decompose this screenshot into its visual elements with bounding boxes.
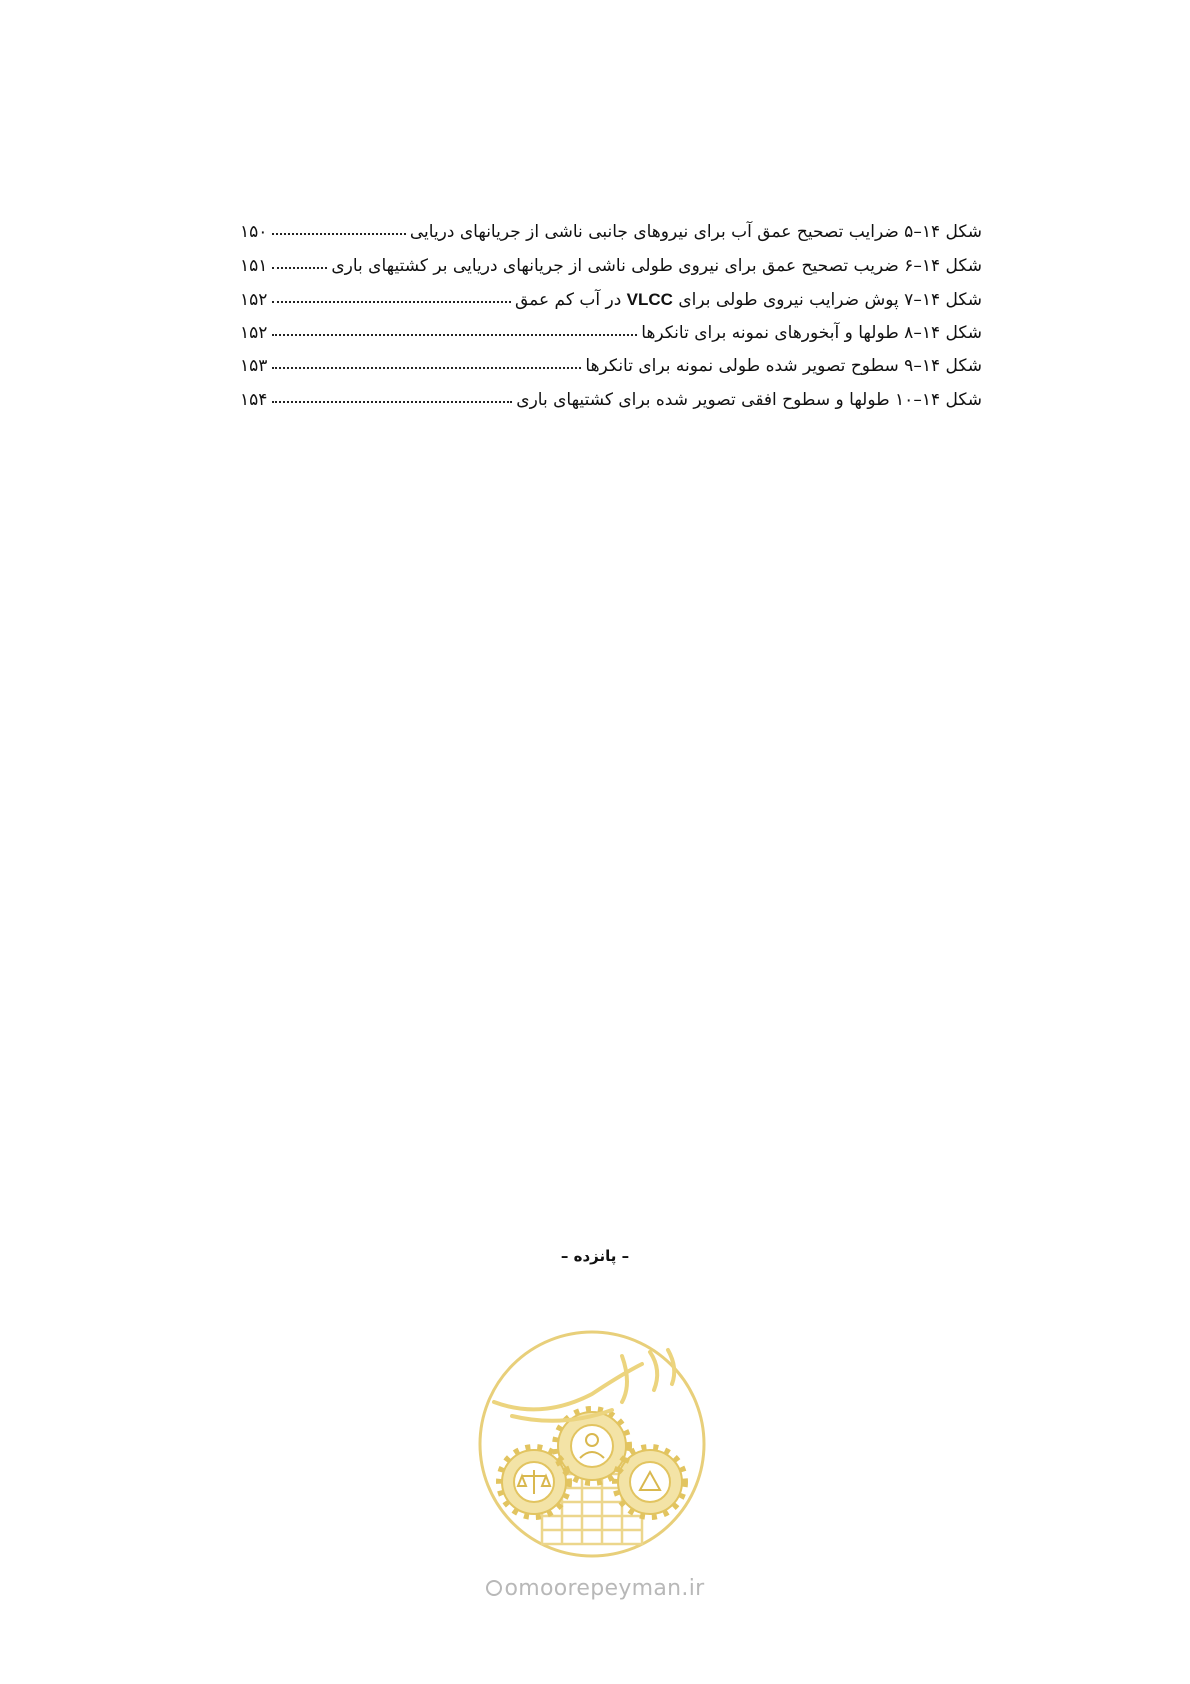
toc-entry-title: شکل ۱۴–۵ ضرایب تصحیح عمق آب برای نیروهای جانبی ناشی از جریانهای دریایی (409, 222, 982, 242)
toc-entry[interactable] (240, 250, 982, 284)
toc-entry-page: ۱۵۱ (240, 255, 268, 276)
toc-leader-dots (272, 261, 327, 269)
toc-entry[interactable] (240, 317, 982, 351)
toc-entry-title: شکل ۱۴–۸ طولها و آبخورهای نمونه برای تانکرها (641, 322, 982, 343)
toc-entry-title: شکل ۱۴–۶ ضریب تصحیح عمق برای نیروی طولی ناشی از جریانهای دریایی بر کشتیهای باری (331, 255, 982, 276)
toc-entry-title: شکل ۱۴–۹ سطوح تصویر شده طولی نمونه برای تانکرها (585, 356, 982, 376)
toc-leader-dots (272, 295, 511, 303)
page-number: – پانزده – (560, 1247, 630, 1265)
toc-entry-page: ۱۵۴ (240, 389, 268, 410)
omoorepeyman-logo-icon (472, 1324, 712, 1564)
toc-entry-title-bold: VLCC (626, 290, 673, 309)
toc-entry[interactable] (240, 216, 982, 250)
toc-entry-title-part: در آب کم عمق (514, 290, 627, 310)
toc-entry-page: ۱۵۲ (240, 322, 268, 343)
website-url[interactable] (0, 1576, 1190, 1601)
toc-entry[interactable] (240, 384, 982, 418)
toc-leader-dots (272, 395, 512, 403)
toc-entry-page: ۱۵۰ (240, 222, 268, 242)
toc-entry-title: شکل ۱۴–۱۰ طولها و سطوح افقی تصویر شده برای کشتیهای باری (516, 389, 982, 410)
toc-entry-title-part: شکل ۱۴–۷ پوش ضرایب نیروی طولی برای (672, 290, 982, 310)
globe-icon (486, 1580, 502, 1596)
toc-entry-page: ۱۵۲ (240, 290, 268, 310)
toc-entry[interactable] (240, 283, 982, 317)
toc-leader-dots (272, 361, 581, 369)
toc-entry[interactable] (240, 350, 982, 384)
website-url-text: omoorepeyman.ir (504, 1576, 705, 1601)
toc-entry-page: ۱۵۳ (240, 356, 268, 376)
toc-leader-dots (272, 227, 406, 235)
toc-entry-title (515, 283, 982, 318)
list-of-figures (240, 216, 982, 417)
toc-leader-dots (272, 328, 637, 336)
